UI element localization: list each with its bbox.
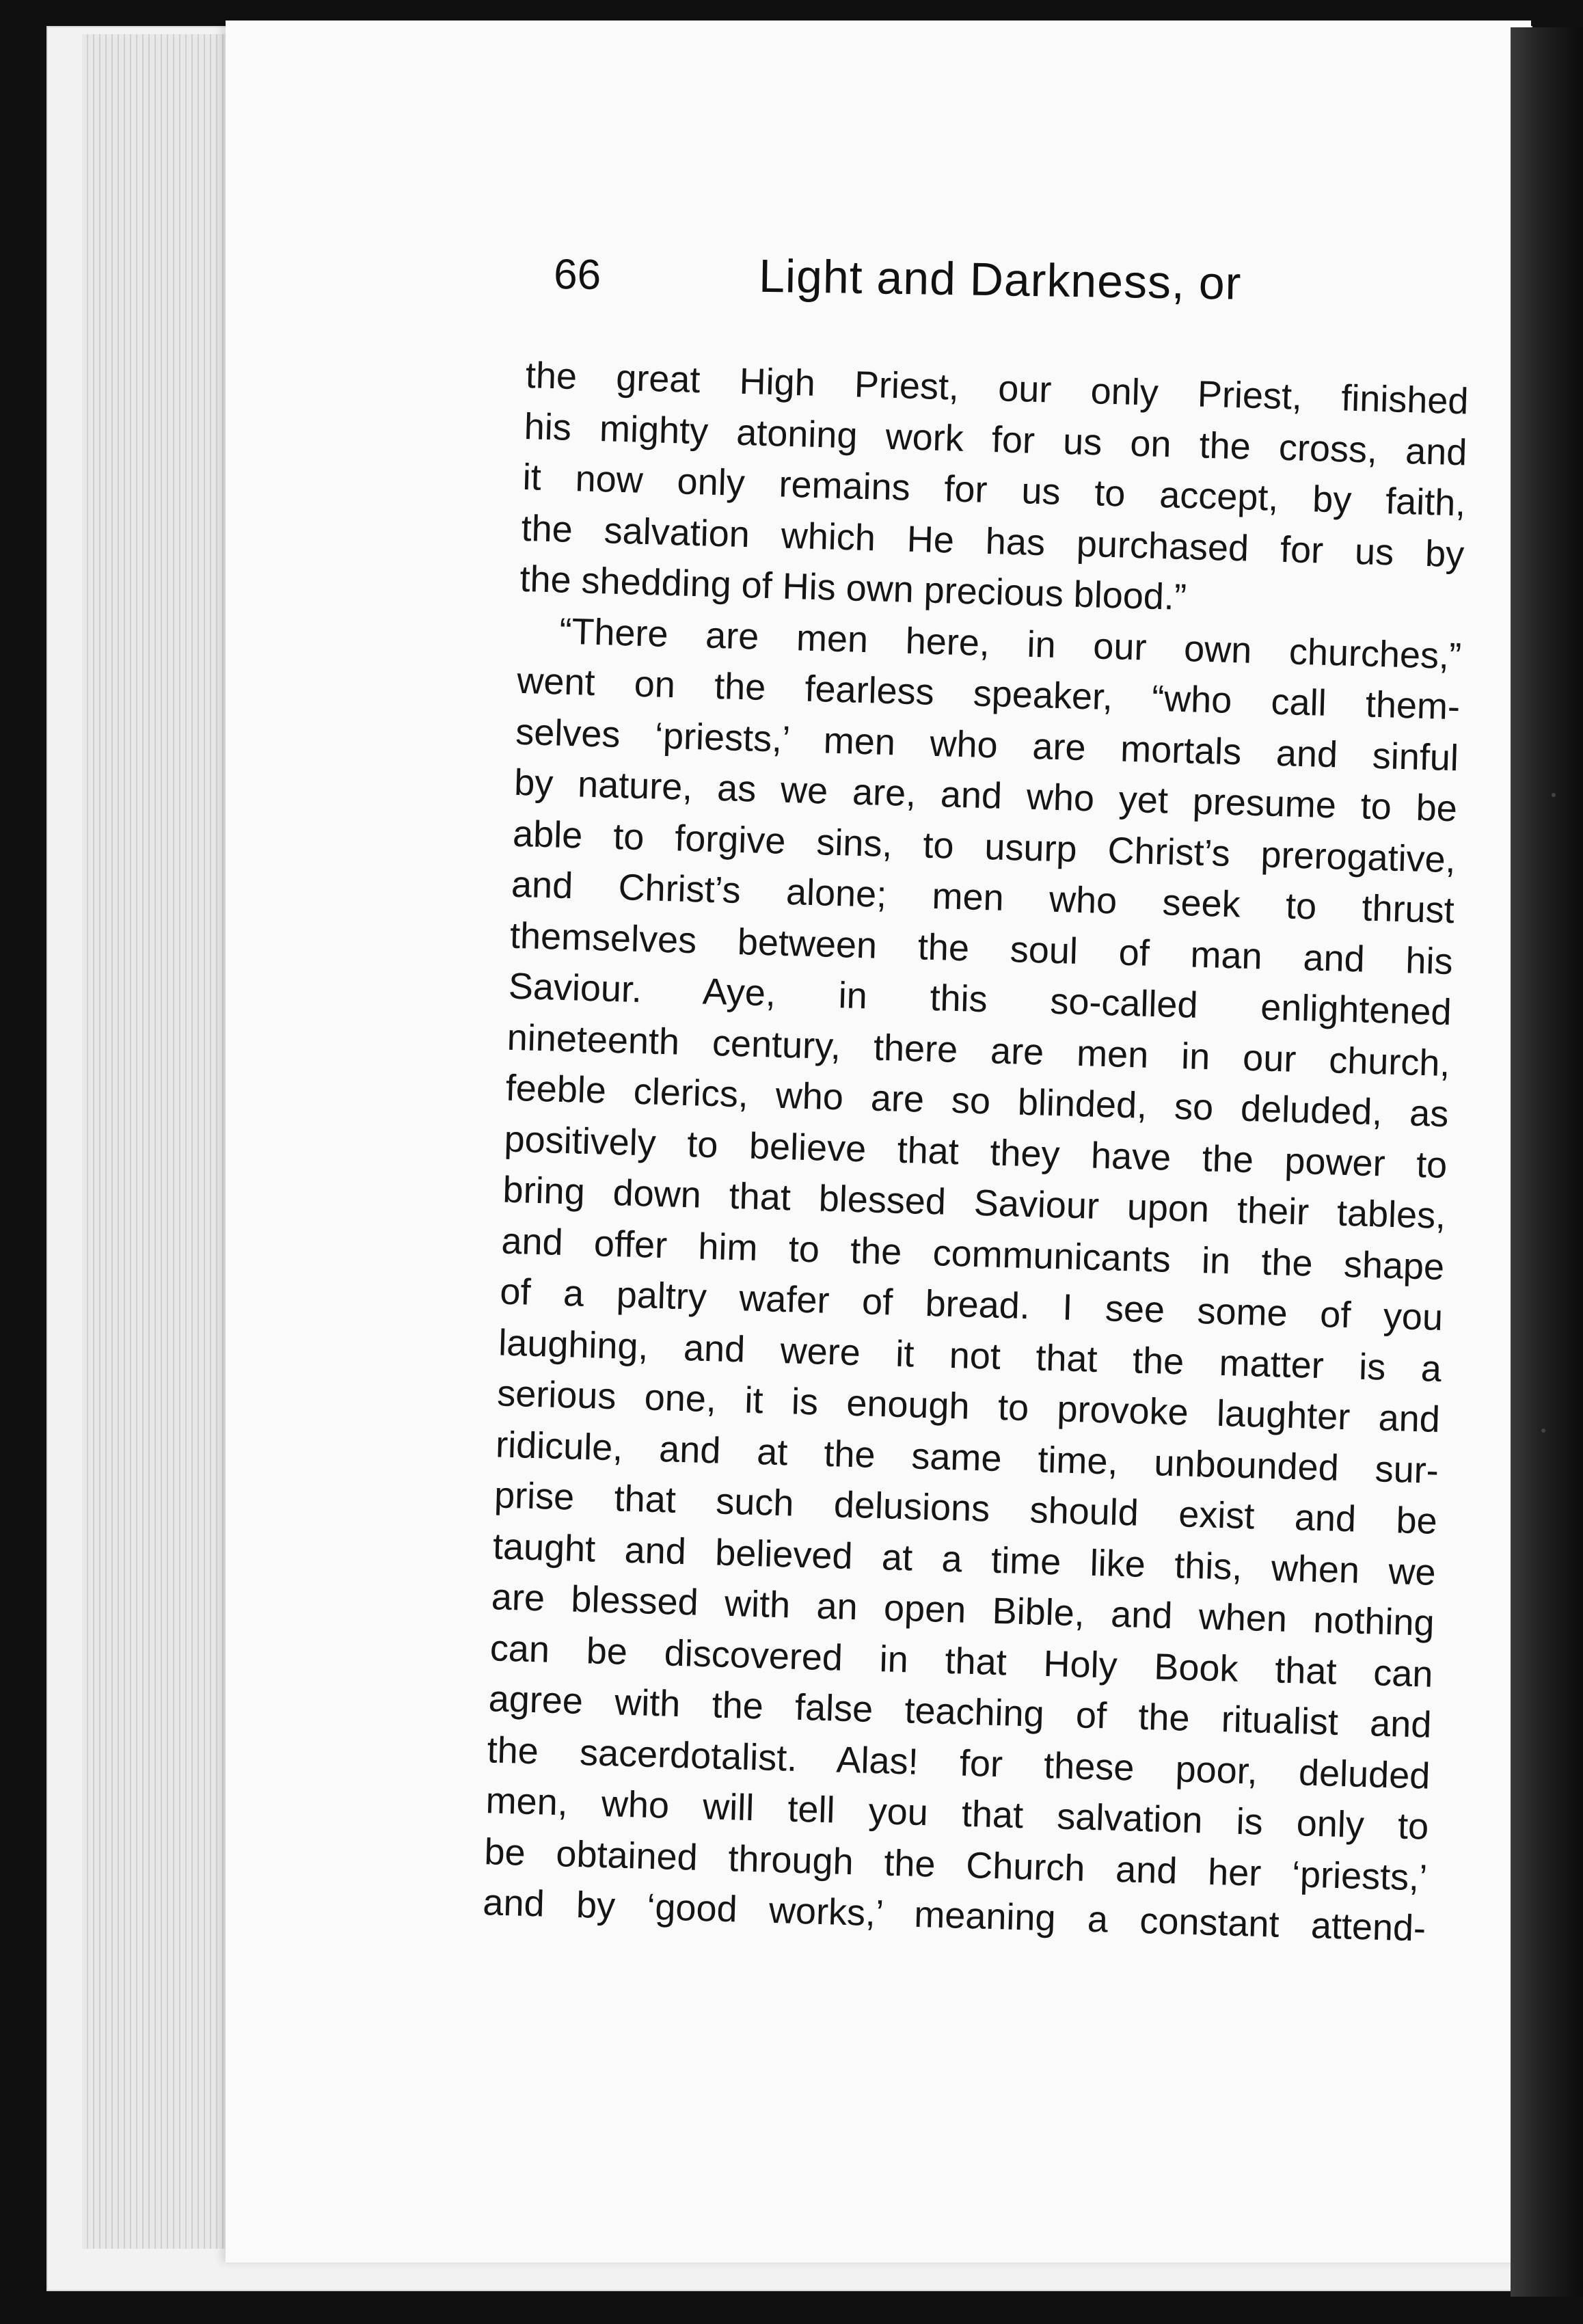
text-line: and offer him to the communicants in the shape — [500, 1220, 1445, 1288]
text-line: positively to believe that they have the power to — [503, 1118, 1448, 1186]
text-line: are blessed with an open Bible, and when nothing — [491, 1576, 1435, 1644]
text-line: men, who will tell you that salvation is only to — [485, 1780, 1430, 1848]
text-line: prise that such delusions should exist and be — [493, 1474, 1438, 1542]
text-line: and by ‘good works,’ meaning a constant attend- — [482, 1882, 1426, 1949]
text-line: went on the fearless speaker, “who call them- — [516, 660, 1461, 728]
ink-speck — [1541, 1429, 1545, 1433]
text-line: agree with the false teaching of the ritualist and — [488, 1678, 1433, 1746]
text-line: nineteenth century, there are men in our church, — [506, 1016, 1451, 1084]
text-line: and Christ’s alone; men who seek to thrust — [511, 863, 1455, 932]
binding-shadow — [1511, 27, 1583, 2297]
page-number: 66 — [553, 251, 601, 299]
text-line: serious one, it is enough to provoke laughter and — [496, 1373, 1441, 1440]
text-line: laughing, and were it not that the matter is a — [498, 1321, 1442, 1390]
text-line: taught and believed at a time like this, when we — [492, 1525, 1437, 1593]
running-head — [553, 246, 1306, 333]
text-line: bring down that blessed Saviour upon their tables, — [502, 1169, 1446, 1237]
text-line: it now only remains for us to accept, by faith, — [522, 456, 1467, 524]
body-text — [483, 350, 1470, 1954]
text-line: ridicule, and at the same time, unbounded sur- — [495, 1423, 1439, 1491]
text-line: be obtained through the Church and her ‘priests,’ — [483, 1830, 1428, 1899]
text-line: the sacerdotalist. Alas! for these poor, deluded — [486, 1729, 1431, 1797]
text-line: Saviour. Aye, in this so-called enlightened — [508, 965, 1452, 1033]
text-line: selves ‘priests,’ men who are mortals and sinful — [515, 711, 1459, 779]
text-line: his mighty atoning work for us on the cross, and — [524, 405, 1468, 473]
text-line: of a paltry wafer of bread. I see some of you — [499, 1271, 1444, 1338]
ink-speck — [1552, 793, 1556, 797]
text-line: “There are men here, in our own churches,” — [558, 610, 1462, 677]
text-line: by nature, as we are, and who yet presume to be — [513, 761, 1458, 830]
text-line: can be discovered in that Holy Book that can — [489, 1627, 1434, 1695]
text-line: feeble clerics, who are so blinded, so deluded, as — [505, 1067, 1450, 1135]
running-title: Light and Darkness, or — [758, 249, 1242, 310]
text-line: able to forgive sins, to usurp Christ’s prerogative, — [512, 813, 1457, 880]
text-line: the salvation which He has purchased for us by — [520, 507, 1465, 575]
text-line: themselves between the soul of man and his — [509, 915, 1454, 982]
text-line: the great High Priest, our only Priest, finished — [525, 354, 1470, 422]
text-line: the shedding of His own precious blood.” — [519, 558, 1187, 619]
